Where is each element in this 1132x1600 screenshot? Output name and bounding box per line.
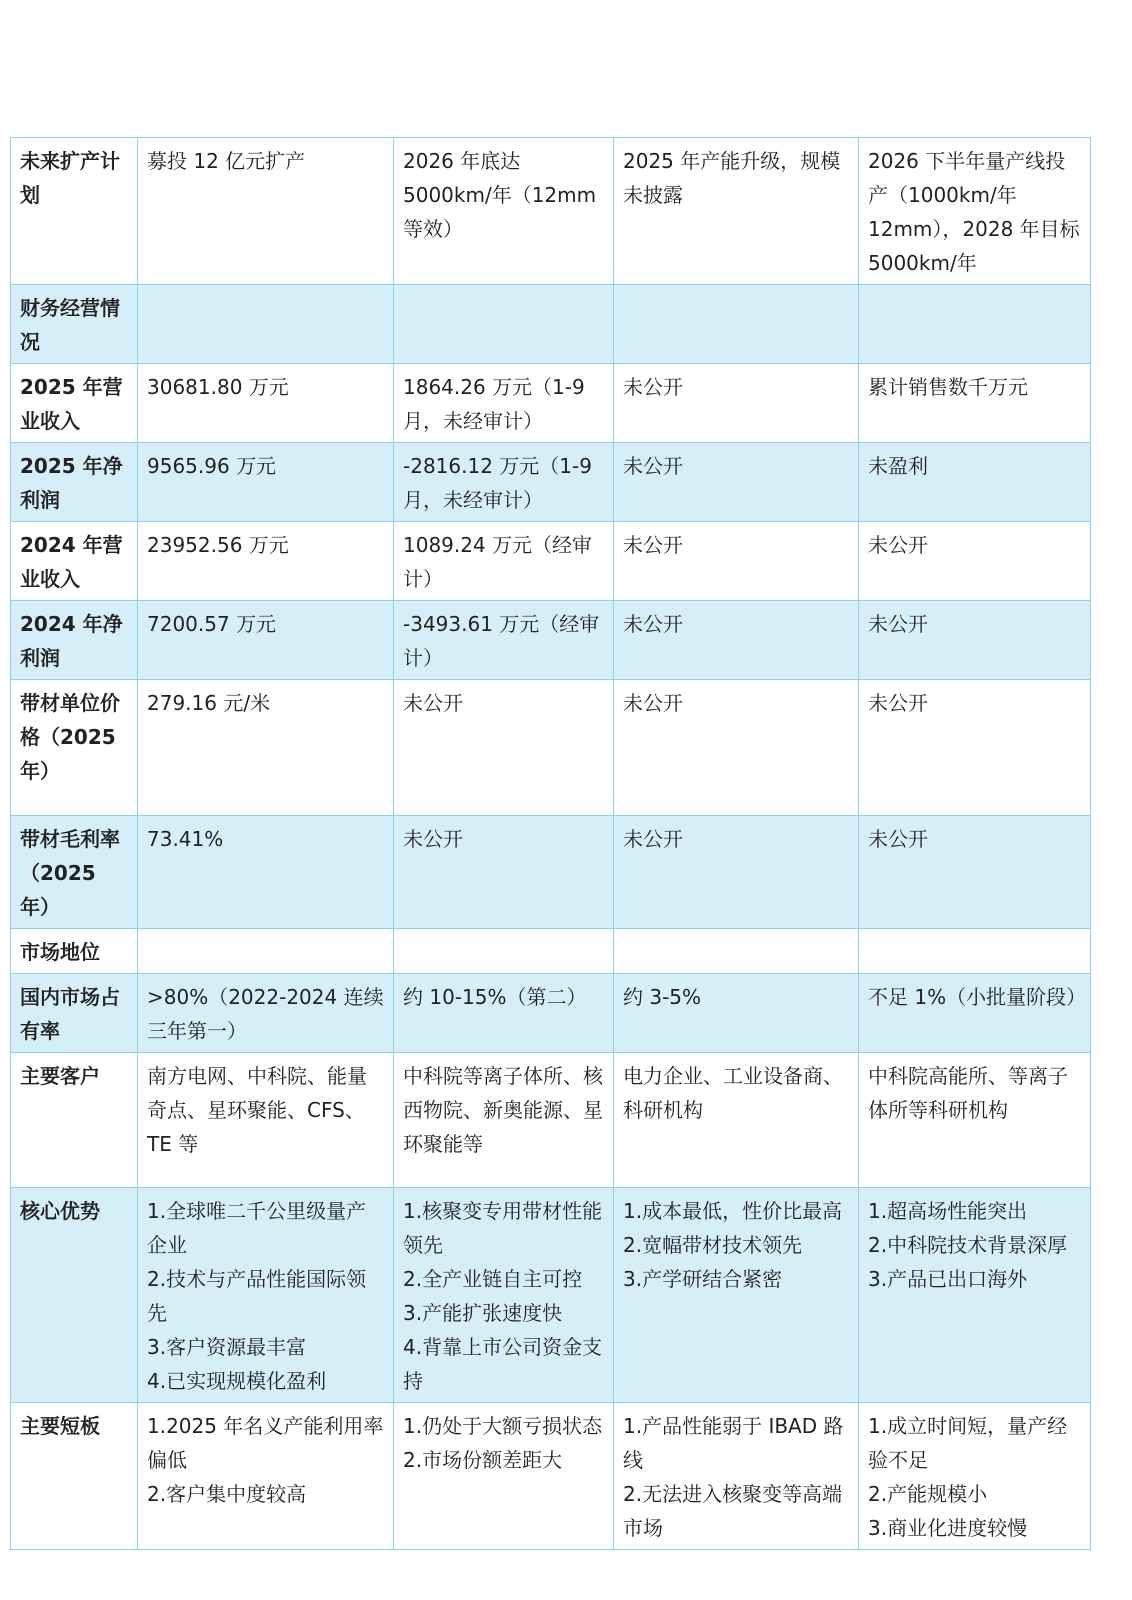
- table-row: [11, 680, 1091, 816]
- table-row: [11, 1188, 1091, 1403]
- table-cell: [394, 522, 614, 601]
- cell-line: 未公开: [623, 827, 683, 851]
- cell-line: 未公开: [623, 691, 683, 715]
- cell-line: 累计销售数千万元: [868, 375, 1028, 399]
- cell-line: 募投 12 亿元扩产: [147, 149, 306, 173]
- table-row: [11, 1053, 1091, 1188]
- table-cell: [394, 816, 614, 929]
- cell-line: 1.成本最低，性价比最高: [623, 1199, 843, 1223]
- table-cell: [859, 929, 1091, 974]
- cell-line: 2.客户集中度较高: [147, 1482, 307, 1506]
- cell-line: 2.市场份额差距大: [403, 1448, 563, 1472]
- table-cell: [614, 364, 859, 443]
- cell-line: 未公开: [623, 533, 683, 557]
- cell-line: 3.产品已出口海外: [868, 1267, 1028, 1291]
- table-cell: [614, 680, 859, 816]
- comparison-table: [10, 137, 1091, 1550]
- table-cell: [138, 1403, 394, 1550]
- cell-line: 73.41%: [147, 827, 224, 851]
- table-cell: [859, 1403, 1091, 1550]
- cell-line: 1089.24 万元（经审计）: [403, 533, 593, 591]
- table-cell: [859, 816, 1091, 929]
- cell-line: 1.仍处于大额亏损状态: [403, 1414, 603, 1438]
- cell-line: 未公开: [868, 612, 928, 636]
- row-header: 2024 年营业收入: [11, 522, 138, 601]
- table-cell: [614, 285, 859, 364]
- table-row: [11, 929, 1091, 974]
- table-row: [11, 974, 1091, 1053]
- table-cell: [394, 138, 614, 285]
- cell-line: 未公开: [623, 612, 683, 636]
- cell-line: 电力企业、工业设备商、科研机构: [623, 1064, 843, 1122]
- table-cell: [859, 680, 1091, 816]
- table-cell: [394, 1188, 614, 1403]
- table-cell: [859, 522, 1091, 601]
- table-cell: [394, 285, 614, 364]
- table-cell: [394, 680, 614, 816]
- table-cell: [859, 364, 1091, 443]
- table-cell: [138, 601, 394, 680]
- cell-line: 未公开: [868, 827, 928, 851]
- table-cell: [394, 1053, 614, 1188]
- table-cell: [614, 522, 859, 601]
- row-header: 核心优势: [11, 1188, 138, 1403]
- cell-line: 2.无法进入核聚变等高端市场: [623, 1482, 843, 1540]
- table-cell: [859, 138, 1091, 285]
- cell-line: 9565.96 万元: [147, 454, 277, 478]
- cell-line: 3.产能扩张速度快: [403, 1301, 563, 1325]
- table-row: [11, 138, 1091, 285]
- table-cell: [614, 974, 859, 1053]
- row-header: 主要客户: [11, 1053, 138, 1188]
- row-header: 主要短板: [11, 1403, 138, 1550]
- table-cell: [614, 1053, 859, 1188]
- table-row: [11, 601, 1091, 680]
- table-row: [11, 364, 1091, 443]
- table-row: [11, 285, 1091, 364]
- cell-line: 4.背靠上市公司资金支持: [403, 1335, 603, 1393]
- row-header: 2025 年营业收入: [11, 364, 138, 443]
- row-header: 带材单位价格（2025 年）: [11, 680, 138, 816]
- cell-line: 1.超高场性能突出: [868, 1199, 1028, 1223]
- cell-line: 2.全产业链自主可控: [403, 1267, 583, 1291]
- table-cell: [138, 285, 394, 364]
- row-header: 财务经营情况: [11, 285, 138, 364]
- table-cell: [614, 816, 859, 929]
- table-cell: [138, 522, 394, 601]
- table-cell: [138, 1188, 394, 1403]
- cell-line: -2816.12 万元（1-9 月，未经审计）: [403, 454, 592, 512]
- table-cell: [614, 1188, 859, 1403]
- table-row: [11, 1403, 1091, 1550]
- table-cell: [394, 364, 614, 443]
- table-cell: [138, 443, 394, 522]
- cell-line: >80%（2022-2024 连续三年第一）: [147, 985, 384, 1043]
- cell-line: 279.16 元/米: [147, 691, 271, 715]
- table-cell: [138, 974, 394, 1053]
- row-header: 市场地位: [11, 929, 138, 974]
- table-row: [11, 816, 1091, 929]
- table-cell: [138, 138, 394, 285]
- cell-line: 2.中科院技术背景深厚: [868, 1233, 1068, 1257]
- cell-line: 1.核聚变专用带材性能领先: [403, 1199, 603, 1257]
- cell-line: -3493.61 万元（经审计）: [403, 612, 600, 670]
- cell-line: 1.成立时间短，量产经验不足: [868, 1414, 1068, 1472]
- cell-line: 2.产能规模小: [868, 1482, 988, 1506]
- cell-line: 23952.56 万元: [147, 533, 289, 557]
- cell-line: 2025 年产能升级，规模未披露: [623, 149, 841, 207]
- cell-line: 未公开: [403, 827, 463, 851]
- cell-line: 4.已实现规模化盈利: [147, 1369, 327, 1393]
- table-cell: [394, 443, 614, 522]
- cell-line: 中科院高能所、等离子体所等科研机构: [868, 1064, 1068, 1122]
- row-header: 未来扩产计划: [11, 138, 138, 285]
- cell-line: 1.2025 年名义产能利用率偏低: [147, 1414, 384, 1472]
- row-header: 国内市场占有率: [11, 974, 138, 1053]
- cell-line: 中科院等离子体所、核西物院、新奥能源、星环聚能等: [403, 1064, 603, 1156]
- table-cell: [138, 816, 394, 929]
- table-cell: [138, 364, 394, 443]
- row-header: 2024 年净利润: [11, 601, 138, 680]
- table-cell: [859, 285, 1091, 364]
- table-cell: [394, 974, 614, 1053]
- table-cell: [859, 601, 1091, 680]
- table-cell: [859, 1188, 1091, 1403]
- cell-line: 未公开: [623, 454, 683, 478]
- table-row: [11, 522, 1091, 601]
- cell-line: 未公开: [623, 375, 683, 399]
- cell-line: 未公开: [868, 533, 928, 557]
- cell-line: 1.产品性能弱于 IBAD 路线: [623, 1414, 844, 1472]
- cell-line: 不足 1%（小批量阶段）: [868, 985, 1087, 1009]
- table-cell: [614, 1403, 859, 1550]
- row-header: 2025 年净利润: [11, 443, 138, 522]
- cell-line: 2.宽幅带材技术领先: [623, 1233, 803, 1257]
- cell-line: 3.客户资源最丰富: [147, 1335, 307, 1359]
- cell-line: 7200.57 万元: [147, 612, 277, 636]
- cell-line: 3.产学研结合紧密: [623, 1267, 783, 1291]
- table-cell: [394, 929, 614, 974]
- cell-line: 2.技术与产品性能国际领先: [147, 1267, 367, 1325]
- cell-line: 南方电网、中科院、能量奇点、星环聚能、CFS、TE 等: [147, 1064, 367, 1156]
- table-cell: [859, 443, 1091, 522]
- table-cell: [859, 1053, 1091, 1188]
- table-cell: [394, 1403, 614, 1550]
- cell-line: 1864.26 万元（1-9 月，未经审计）: [403, 375, 585, 433]
- row-header: 带材毛利率（2025 年）: [11, 816, 138, 929]
- cell-line: 未盈利: [868, 454, 928, 478]
- cell-line: 2026 年底达 5000km/年（12mm 等效）: [403, 149, 597, 241]
- table-cell: [138, 1053, 394, 1188]
- cell-line: 1.全球唯二千公里级量产企业: [147, 1199, 367, 1257]
- table-cell: [138, 929, 394, 974]
- table-cell: [614, 601, 859, 680]
- cell-line: 约 10-15%（第二）: [403, 985, 587, 1009]
- table-cell: [859, 974, 1091, 1053]
- table-cell: [614, 138, 859, 285]
- cell-line: 3.商业化进度较慢: [868, 1516, 1028, 1540]
- cell-line: 未公开: [868, 691, 928, 715]
- table-cell: [614, 443, 859, 522]
- table-cell: [394, 601, 614, 680]
- table-cell: [614, 929, 859, 974]
- cell-line: 约 3-5%: [623, 985, 702, 1009]
- cell-line: 2026 下半年量产线投产（1000km/年 12mm），2028 年目标 5000km/年: [868, 149, 1080, 275]
- table-cell: [138, 680, 394, 816]
- cell-line: 30681.80 万元: [147, 375, 289, 399]
- cell-line: 未公开: [403, 691, 463, 715]
- table-row: [11, 443, 1091, 522]
